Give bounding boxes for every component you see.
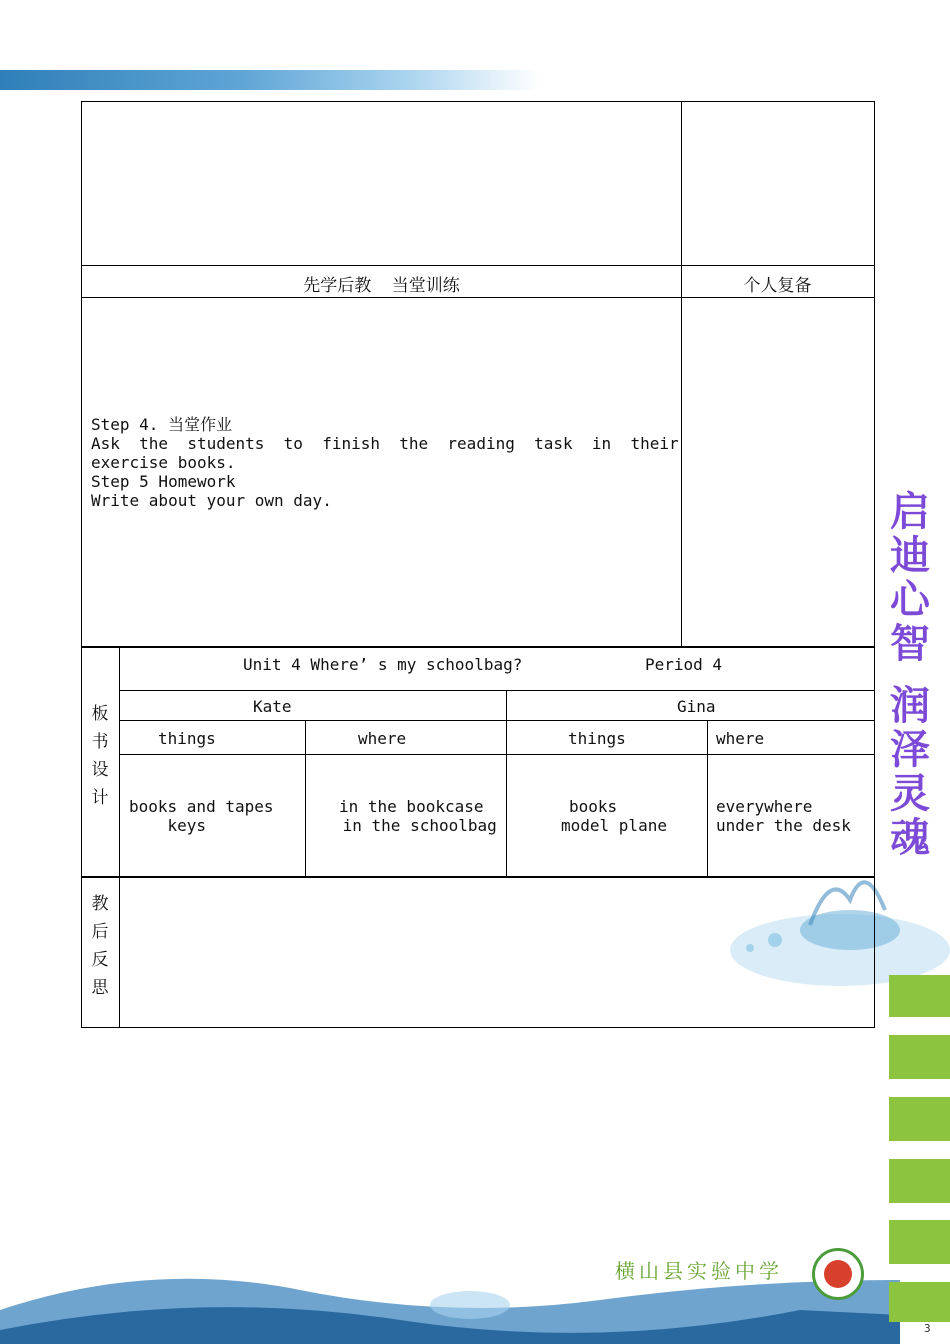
- label-char: 板: [91, 704, 109, 724]
- label-char: 后: [91, 922, 109, 942]
- step4-line: exercise books.: [91, 453, 236, 472]
- slogan-char: 灵: [890, 771, 930, 817]
- green-block: [889, 975, 950, 1017]
- column-divider: [305, 720, 306, 876]
- green-block: [889, 1035, 950, 1079]
- lesson-plan-table: [81, 101, 875, 648]
- row-divider: [81, 265, 874, 266]
- label-char: 教: [91, 894, 109, 914]
- label-char: 书: [91, 732, 109, 752]
- cell-text: books: [569, 797, 618, 816]
- label-char: 计: [91, 788, 109, 808]
- school-logo-icon: [812, 1248, 864, 1300]
- board-period: Period 4: [645, 655, 723, 674]
- column-divider: [506, 690, 507, 876]
- section-heading: 先学后教 当堂训练: [303, 276, 460, 296]
- lesson-steps: [91, 415, 679, 510]
- column-header: things: [158, 729, 216, 748]
- step4-line: Ask the students to finish the reading task in their: [91, 434, 679, 453]
- cell-text: in the schoolbag: [333, 816, 497, 835]
- label-char: 设: [91, 760, 109, 780]
- slogan-char: 迪: [890, 533, 930, 579]
- row-divider: [119, 690, 874, 691]
- kate-header: Kate: [253, 697, 292, 716]
- cell-text: in the bookcase: [339, 797, 484, 816]
- cell-text: model plane: [561, 816, 667, 835]
- label-char: 反: [91, 950, 109, 970]
- board-title: Unit 4 Where’ s my schoolbag?: [243, 655, 523, 674]
- school-name: 横山县实验中学: [615, 1259, 783, 1283]
- green-block: [889, 1282, 950, 1322]
- slogan-char: 润: [890, 683, 930, 729]
- green-block: [889, 1220, 950, 1264]
- column-header: where: [358, 729, 407, 748]
- slogan-char: 心: [890, 577, 930, 623]
- reflection-label: [81, 890, 119, 1002]
- step5-title: Step 5 Homework: [91, 472, 236, 491]
- slogan-char: 魂: [890, 815, 930, 861]
- slogan-char: 启: [890, 489, 930, 535]
- side-heading: 个人复备: [743, 276, 812, 296]
- cell-text: books and tapes: [129, 797, 274, 816]
- slogan-char: 泽: [890, 727, 930, 773]
- slogan-char: 智: [890, 621, 930, 667]
- board-design-table: [81, 646, 875, 878]
- step4-title: Step 4. 当堂作业: [91, 415, 233, 434]
- row-divider: [119, 754, 874, 755]
- step5-line: Write about your own day.: [91, 491, 332, 510]
- gina-header: Gina: [677, 697, 716, 716]
- label-char: 思: [91, 978, 109, 998]
- page-number: 3: [924, 1322, 931, 1335]
- top-decorative-bar: [0, 70, 540, 90]
- cell-text: everywhere: [716, 797, 813, 816]
- column-divider: [707, 720, 708, 876]
- green-block: [889, 1097, 950, 1141]
- row-divider: [119, 720, 874, 721]
- column-divider: [681, 101, 682, 647]
- cell-text: keys: [129, 816, 207, 835]
- column-header: things: [568, 729, 626, 748]
- row-divider: [81, 297, 874, 298]
- board-design-label: [81, 700, 119, 812]
- vertical-slogan: [880, 490, 940, 860]
- green-block: [889, 1159, 950, 1203]
- reflection-table: [81, 876, 875, 1028]
- column-header: where: [716, 729, 765, 748]
- cell-text: under the desk: [716, 816, 851, 835]
